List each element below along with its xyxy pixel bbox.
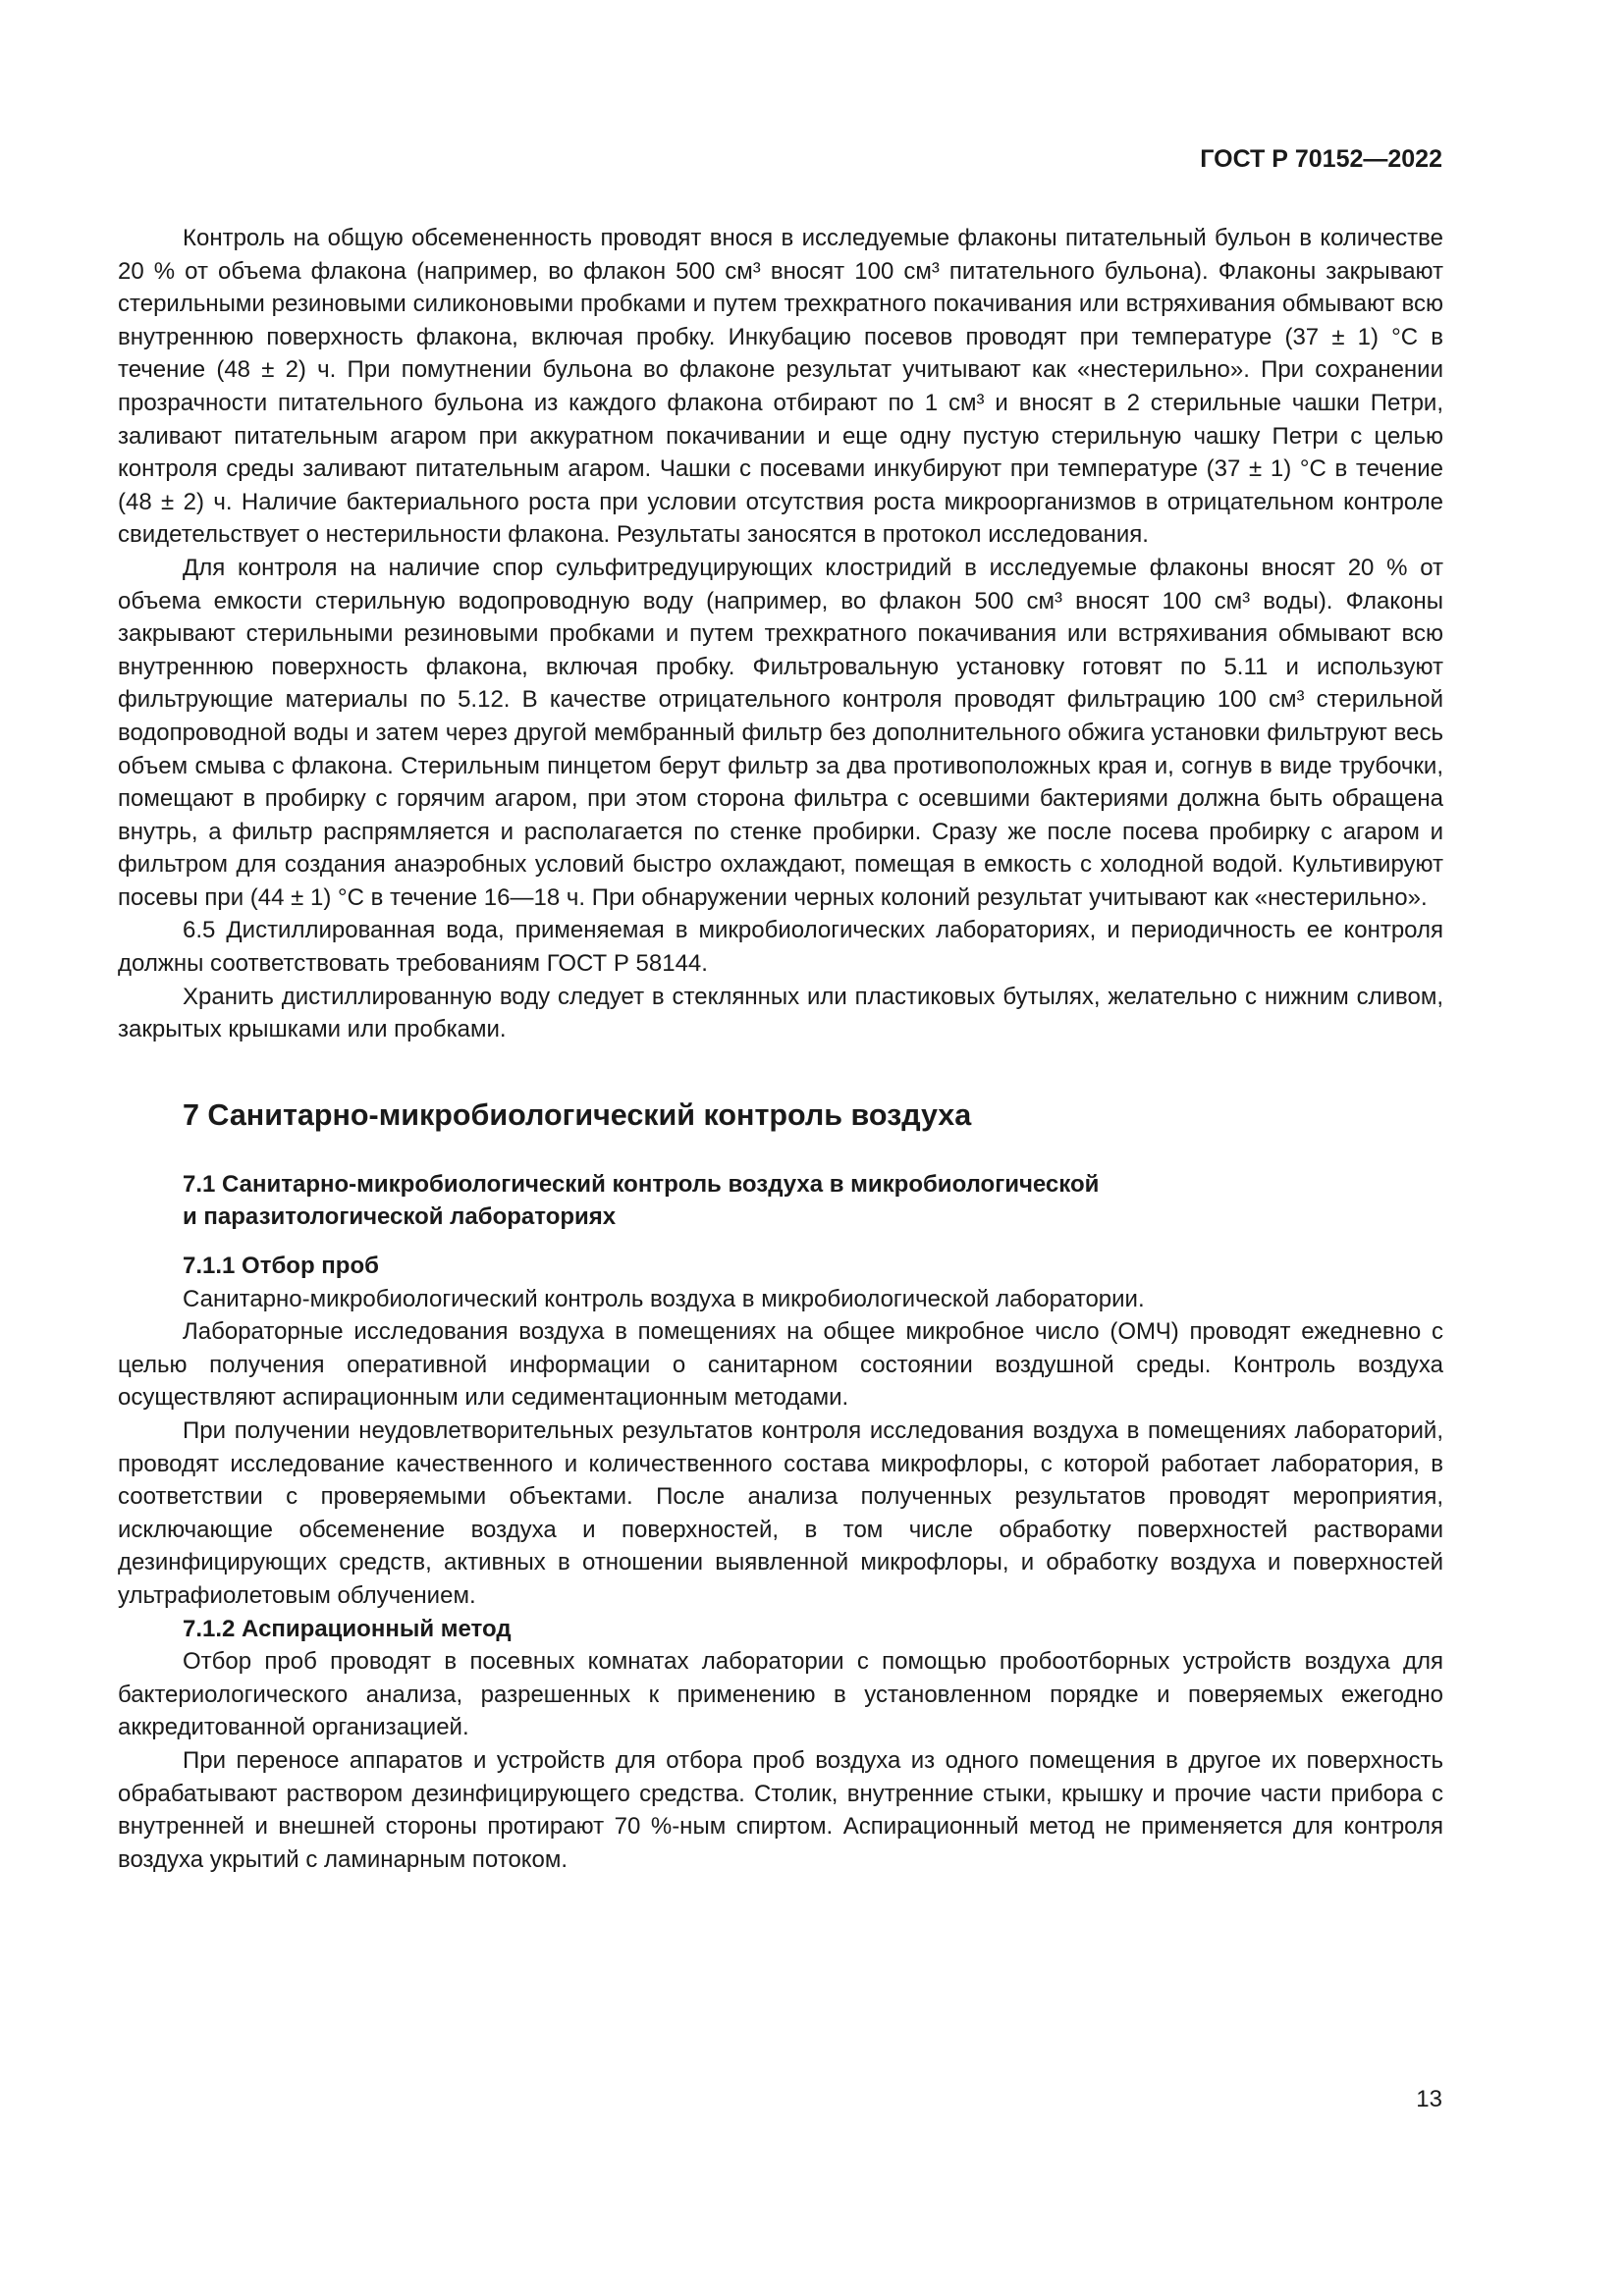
- subsection-7-1-1-title: 7.1.1 Отбор проб: [183, 1253, 379, 1280]
- paragraph-7-1-1-unsatisfactory: При получении неудовлетворительных результатов контроля исследования воздуха в помещениях лабораторий, проводят исследование качественного и количественного состава микрофлоры, с которой работает лаборатория, в соответствии с проверяемыми объектами. После анализа полученных результатов проводят мероприятия, исключающие обсеменение воздуха и поверхностей, в том числе обработку поверхностей растворами дезинфицирующих средств, активных в отношении выявленной микрофлоры, и обработку воздуха и поверхностей ультрафиолетовым облучением.: [118, 1417, 1443, 1609]
- paragraph-7-1-1-daily-tests: Лабораторные исследования воздуха в помещениях на общее микробное число (ОМЧ) проводят ежедневно с целью получения оперативной информации о санитарном состоянии воздушной среды. Контроль воздуха осуществляют аспирационным или седиментационным методами.: [118, 1318, 1443, 1412]
- paragraph-distilled-water-storage: Хранить дистиллированную воду следует в стеклянных или пластиковых бутылях, желательно с нижним сливом, закрытых крышками или пробками.: [118, 983, 1443, 1043]
- paragraph-6-5-distilled-water: 6.5 Дистиллированная вода, применяемая в микробиологических лабораториях, и периодичность ее контроля должны соответствовать требованиям ГОСТ Р 58144.: [118, 917, 1443, 978]
- document-code-header: ГОСТ Р 70152—2022: [1200, 145, 1442, 173]
- subsection-7-1-2-title: 7.1.2 Аспирационный метод: [183, 1615, 512, 1642]
- paragraph-clostridia-control: Для контроля на наличие спор сульфитредуцирующих клостридий в исследуемые флаконы вносят 20 % от объема емкости стерильную водопроводную воду (например, во флакон 500 см³ вносят 100 см³ воды). Флаконы закрывают стерильными резиновыми пробками и путем трехкратного покачивания или встряхивания обмывают всю внутреннюю поверхность флакона, включая пробку. Фильтровальную установку готовят по 5.11 и используют фильтрующие материалы по 5.12. В качестве отрицательного контроля проводят фильтрацию 100 см³ стерильной водопроводной воды и затем через другой мембранный фильтр без дополнительного обжига установки фильтруют весь объем смыва с флакона. Стерильным пинцетом берут фильтр за два противоположных края и, согнув в виде трубочки, помещают в пробирку с горячим агаром, при этом сторона фильтра с осевшими бактериями должна быть обращена внутрь, а фильтр распрямляется и располагается по стенке пробирки. Сразу же после посева пробирку с агаром и фильтром для создания анаэробных условий быстро охлаждают, помещая в емкость с холодной водой. Культивируют посевы при (44 ± 1) °С в течение 16—18 ч. При обнаружении черных колоний результат учитывают как «нестерильно».: [118, 554, 1443, 911]
- subsection-7-1-title-line-2: и паразитологической лабораториях: [183, 1203, 617, 1231]
- paragraph-7-1-2-sampling: Отбор проб проводят в посевных комнатах лаборатории с помощью пробоотборных устройств воздуха для бактериологического анализа, разрешенных к применению в установленном порядке и поверяемых ежегодно аккредитованной организацией.: [118, 1648, 1443, 1741]
- paragraph-7-1-1-intro: Санитарно-микробиологический контроль воздуха в микробиологической лаборатории.: [183, 1285, 1145, 1312]
- paragraph-7-1-2-transfer: При переносе аппаратов и устройств для отбора проб воздуха из одного помещения в другое их поверхность обрабатывают раствором дезинфицирующего средства. Столик, внутренние стыки, крышку и прочие части прибора с внутренней и внешней стороны протирают 70 %-ным спиртом. Аспирационный метод не применяется для контроля воздуха укрытий с ламинарным потоком.: [118, 1746, 1443, 1873]
- subsection-7-1-title-line-1: 7.1 Санитарно-микробиологический контроль воздуха в микробиологической: [183, 1170, 1100, 1198]
- subsection-7-1-title: [183, 1168, 1443, 1234]
- section-7-title: 7 Санитарно-микробиологический контроль воздуха: [183, 1097, 972, 1132]
- page-number: 13: [1416, 2086, 1442, 2112]
- page-content: [118, 222, 1443, 1876]
- paragraph-general-contamination: Контроль на общую обсемененность проводят внося в исследуемые флаконы питательный бульон в количестве 20 % от объема флакона (например, во флакон 500 см³ вносят 100 см³ питательного бульона). Флаконы закрывают стерильными резиновыми силиконовыми пробками и путем трехкратного покачивания или встряхивания обмывают всю внутреннюю поверхность флакона, включая пробку. Инкубацию посевов проводят при температуре (37 ± 1) °С в течение (48 ± 2) ч. При помутнении бульона во флаконе результат учитывают как «нестерильно». При сохранении прозрачности питательного бульона из каждого флакона отбирают по 1 см³ и вносят в 2 стерильные чашки Петри, заливают питательным агаром при аккуратном покачивании и еще одну пустую стерильную чашку Петри с целью контроля среды заливают питательным агаром. Чашки с посевами инкубируют при температуре (37 ± 1) °С в течение (48 ± 2) ч. Наличие бактериального роста при условии отсутствия роста микроорганизмов в отрицательном контроле свидетельствует о нестерильности флакона. Результаты заносятся в протокол исследования.: [118, 225, 1443, 549]
